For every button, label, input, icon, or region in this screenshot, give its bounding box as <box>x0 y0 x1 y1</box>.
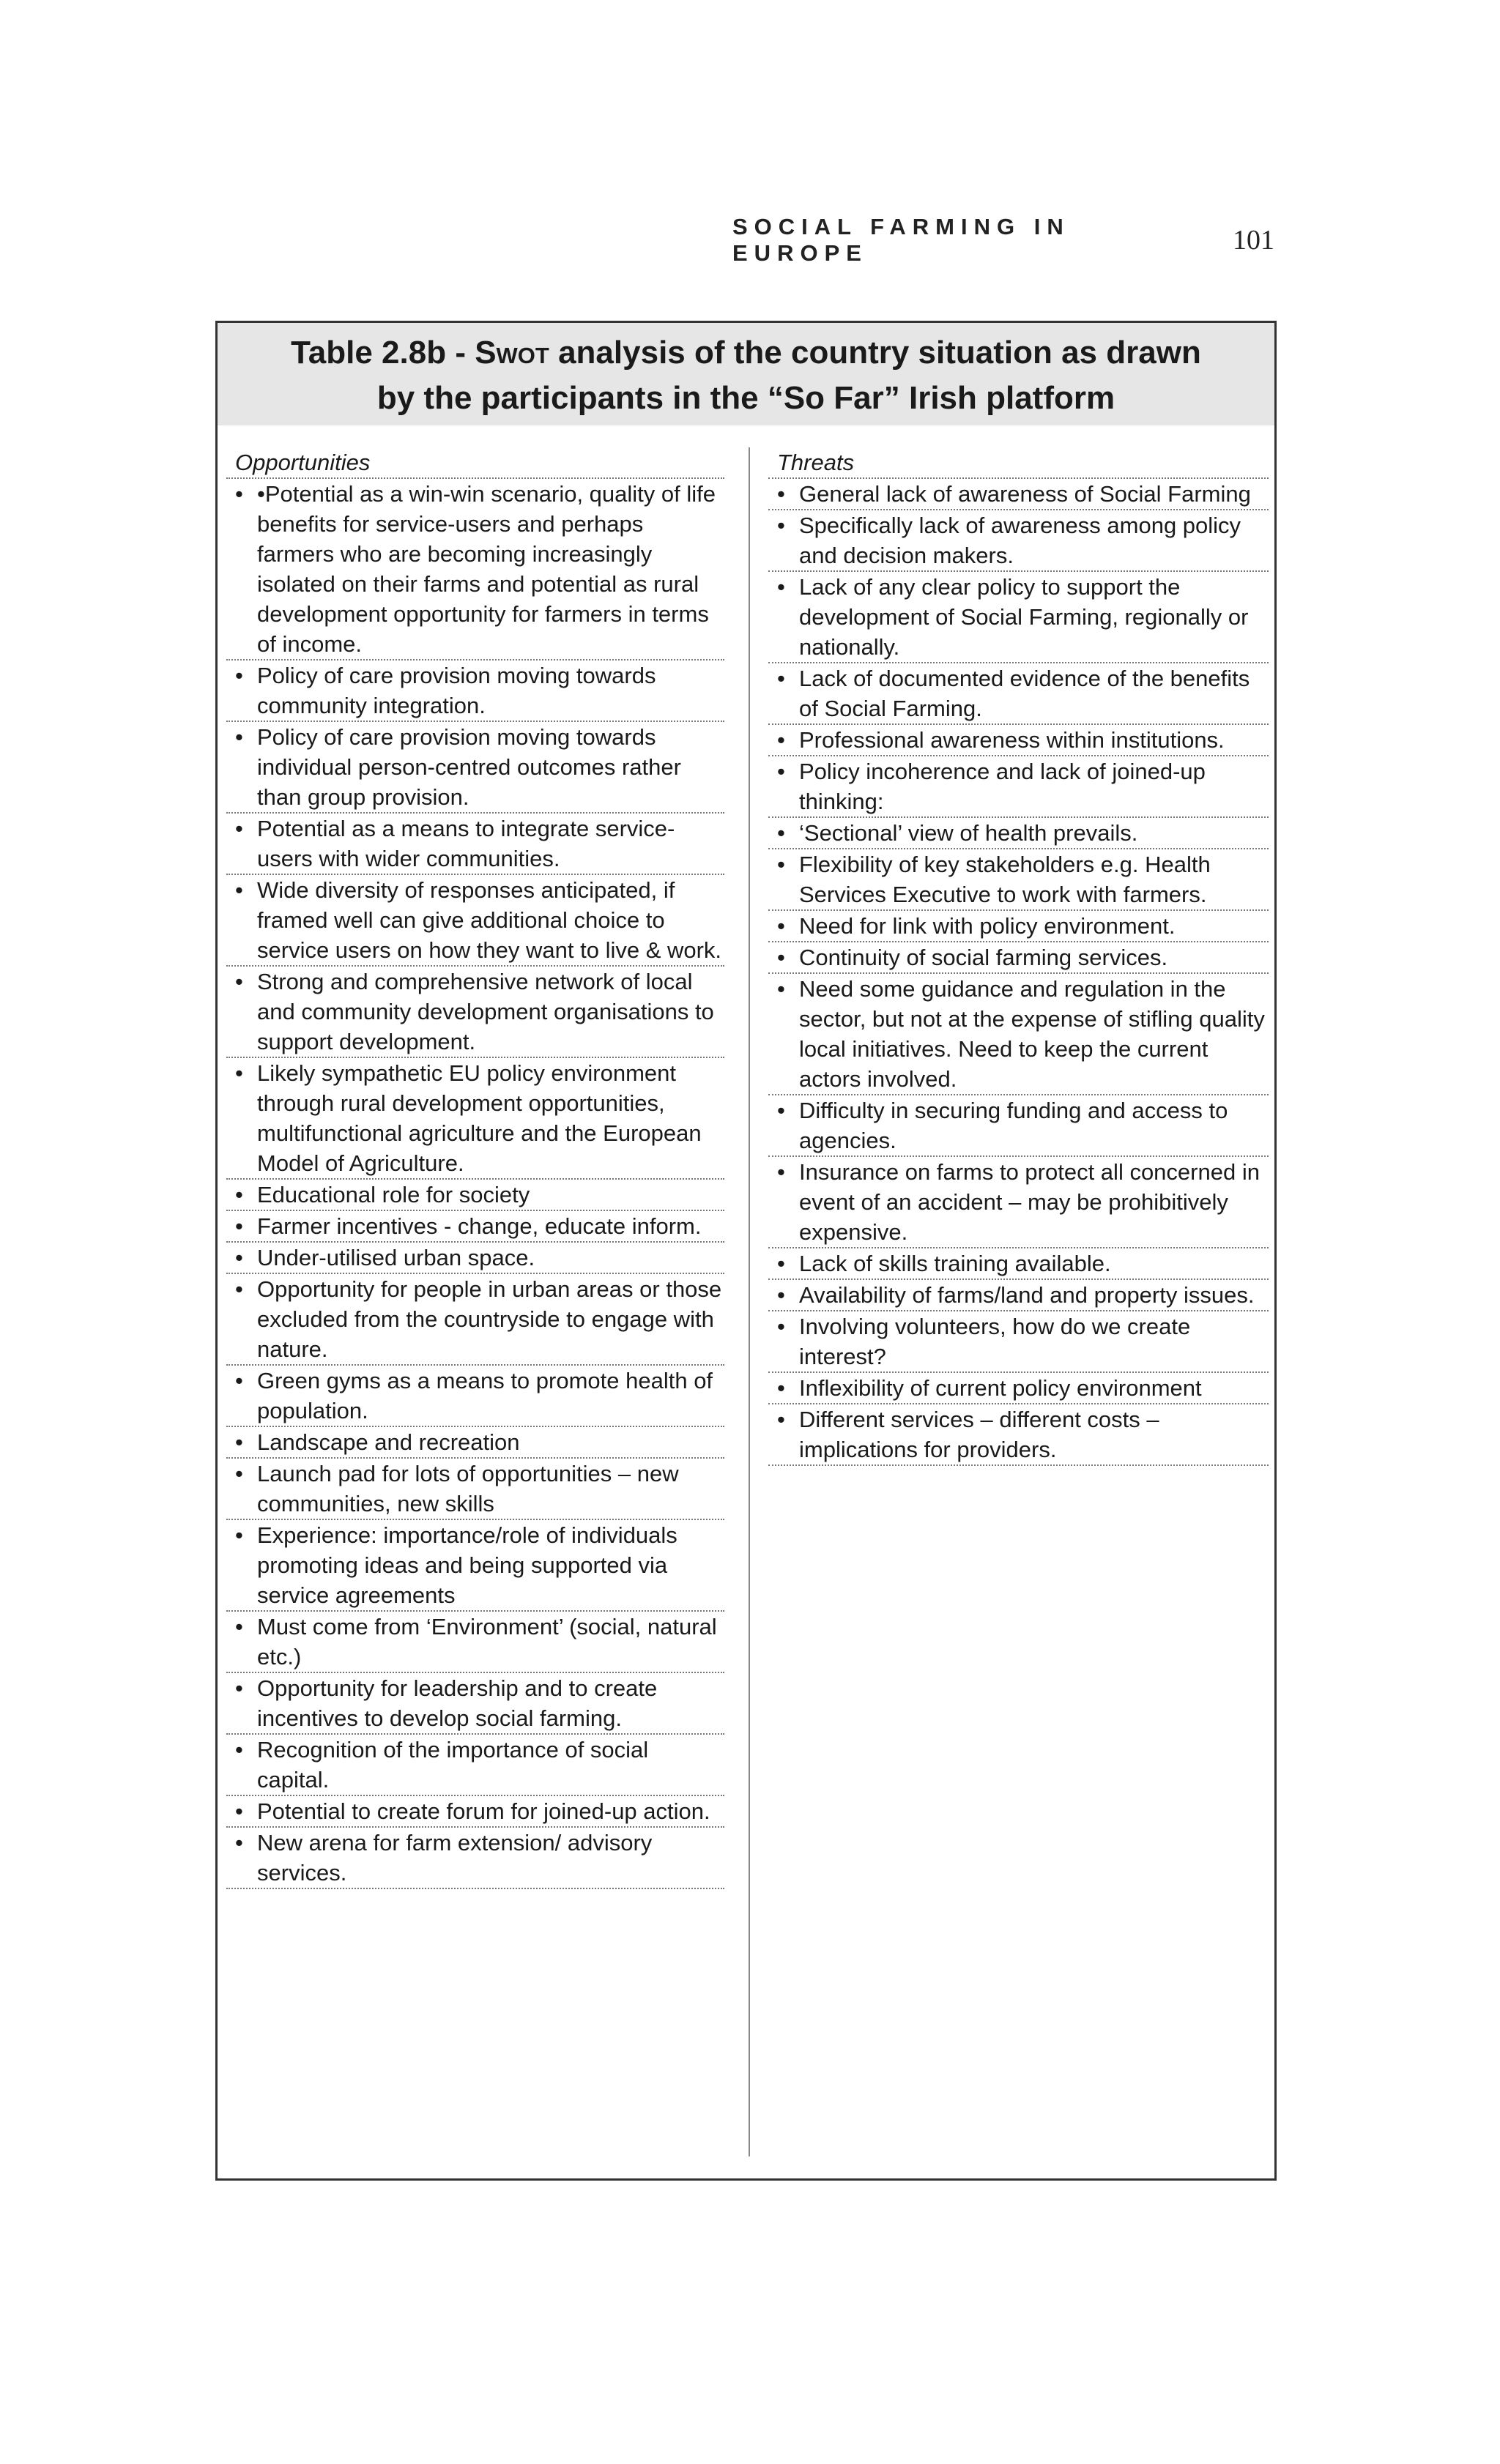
list-item-text: Recognition of the importance of social capital. <box>257 1737 649 1793</box>
bullet-icon: • <box>777 945 785 970</box>
bullet-icon: • <box>235 1368 243 1393</box>
bullet-icon: • <box>235 481 243 507</box>
opportunity-item <box>226 1796 724 1828</box>
bullet-icon: • <box>777 1375 785 1401</box>
bullet-icon: • <box>235 1245 243 1270</box>
list-item-text: Policy of care provision moving towards individual person-centred outcomes rather than group provision. <box>257 724 681 810</box>
bullet-icon: • <box>777 513 785 538</box>
bullet-icon: • <box>777 574 785 600</box>
threats-column <box>768 447 1269 1466</box>
bullet-icon: • <box>235 1737 243 1763</box>
list-item-text: Educational role for society <box>257 1182 530 1207</box>
bullet-icon: • <box>777 820 785 846</box>
opportunity-item <box>226 1366 724 1427</box>
bullet-icon: • <box>235 724 243 750</box>
list-item-text: Need some guidance and regulation in the sector, but not at the expense of stifling quality local initiatives. Need to keep the current actors involved. <box>799 976 1265 1092</box>
threat-item <box>768 510 1269 572</box>
list-item-text: Lack of skills training available. <box>799 1251 1111 1276</box>
bullet-icon: • <box>777 759 785 784</box>
opportunity-item <box>226 479 724 660</box>
threat-item <box>768 1404 1269 1466</box>
opportunity-item <box>226 875 724 967</box>
bullet-icon: • <box>777 481 785 507</box>
bullet-icon: • <box>777 976 785 1002</box>
list-item-text: Lack of documented evidence of the benefits of Social Farming. <box>799 666 1250 721</box>
opportunity-item <box>226 1274 724 1366</box>
threats-heading: Threats <box>768 447 1269 479</box>
list-item-text: Policy of care provision moving towards community integration. <box>257 663 656 718</box>
list-item-text: Strong and comprehensive network of local and community development organisations to support development. <box>257 969 714 1054</box>
opportunity-item <box>226 1180 724 1211</box>
bullet-icon: • <box>777 852 785 877</box>
opportunity-item <box>226 1735 724 1796</box>
bullet-icon: • <box>235 1522 243 1548</box>
opportunity-item <box>226 1673 724 1735</box>
list-item-text: Specifically lack of awareness among policy and decision makers. <box>799 513 1241 568</box>
opportunity-item <box>226 1459 724 1520</box>
list-item-text: New arena for farm extension/ advisory services. <box>257 1830 653 1886</box>
table-title <box>270 330 1222 421</box>
list-item-text: Wide diversity of responses anticipated, if framed well can give additional choice to service users on how they want to live & work. <box>257 877 722 963</box>
threat-item <box>768 849 1269 911</box>
opportunity-item <box>226 722 724 814</box>
opportunities-column <box>226 447 724 1889</box>
bullet-icon: • <box>235 663 243 688</box>
threat-item <box>768 1373 1269 1404</box>
list-item-text: Potential to create forum for joined-up action. <box>257 1798 710 1824</box>
list-item-text: General lack of awareness of Social Farming <box>799 481 1251 507</box>
list-item-text: Inflexibility of current policy environment <box>799 1375 1202 1401</box>
table-title-prefix: Table 2.8b - <box>291 335 475 371</box>
list-item-text: Farmer incentives - change, educate inform. <box>257 1213 702 1239</box>
list-item-text: Opportunity for people in urban areas or those excluded from the countryside to engage with nature. <box>257 1276 722 1362</box>
bullet-icon: • <box>777 1159 785 1185</box>
bullet-icon: • <box>235 1798 243 1824</box>
bullet-icon: • <box>235 877 243 903</box>
threats-list <box>768 479 1269 1466</box>
list-item-text: Must come from ‘Environment’ (social, natural etc.) <box>257 1614 717 1670</box>
bullet-icon: • <box>235 1182 243 1207</box>
opportunities-list <box>226 479 724 1889</box>
bullet-icon: • <box>235 1675 243 1701</box>
page-number: 101 <box>1233 225 1274 256</box>
list-item-text: Lack of any clear policy to support the development of Social Farming, regionally or nationally. <box>799 574 1249 660</box>
list-item-text: Continuity of social farming services. <box>799 945 1168 970</box>
opportunity-item <box>226 1828 724 1889</box>
table-columns <box>218 447 1274 2156</box>
list-item-text: Professional awareness within institutions. <box>799 727 1225 753</box>
threat-item <box>768 479 1269 510</box>
threat-item <box>768 942 1269 974</box>
bullet-icon: • <box>777 1314 785 1339</box>
list-item-text: ‘Sectional’ view of health prevails. <box>799 820 1138 846</box>
list-item-text: Likely sympathetic EU policy environment through rural development opportunities, multifunctional agriculture and the European Model of Agriculture. <box>257 1060 702 1176</box>
list-item-text: Involving volunteers, how do we create interest? <box>799 1314 1191 1369</box>
threat-item <box>768 1095 1269 1157</box>
opportunity-item <box>226 1520 724 1612</box>
list-item-text: Need for link with policy environment. <box>799 913 1176 939</box>
list-item-text: Under-utilised urban space. <box>257 1245 535 1270</box>
bullet-icon: • <box>235 816 243 841</box>
list-item-text: •Potential as a win-win scenario, quality of life benefits for service-users and perhaps farmers who are becoming increasingly isolated on their farms and potential as rural development opportunity for farmers in terms of income. <box>257 481 716 657</box>
bullet-icon: • <box>777 1251 785 1276</box>
column-divider <box>749 447 750 2156</box>
swot-table <box>215 321 1277 2181</box>
bullet-icon: • <box>235 1276 243 1302</box>
list-item-text: Landscape and recreation <box>257 1429 520 1455</box>
bullet-icon: • <box>777 727 785 753</box>
bullet-icon: • <box>777 666 785 691</box>
threat-item <box>768 974 1269 1095</box>
threat-item <box>768 572 1269 663</box>
opportunity-item <box>226 1211 724 1243</box>
list-item-text: Different services – different costs – implications for providers. <box>799 1407 1159 1462</box>
threat-item <box>768 911 1269 942</box>
bullet-icon: • <box>235 1614 243 1639</box>
list-item-text: Experience: importance/role of individuals promoting ideas and being supported via service agreements <box>257 1522 677 1608</box>
bullet-icon: • <box>235 1429 243 1455</box>
threat-item <box>768 725 1269 756</box>
threat-item <box>768 1248 1269 1280</box>
opportunity-item <box>226 660 724 722</box>
list-item-text: Availability of farms/land and property issues. <box>799 1282 1255 1308</box>
table-title-rest: analysis of the country situation as drawn by the participants in the “So Far” Irish platform <box>376 335 1201 416</box>
opportunity-item <box>226 1058 724 1180</box>
bullet-icon: • <box>235 1830 243 1856</box>
opportunity-item <box>226 1612 724 1673</box>
bullet-icon: • <box>777 1282 785 1308</box>
bullet-icon: • <box>235 1060 243 1086</box>
bullet-icon: • <box>777 1407 785 1432</box>
list-item-text: Opportunity for leadership and to create incentives to develop social farming. <box>257 1675 658 1731</box>
bullet-icon: • <box>235 969 243 994</box>
bullet-icon: • <box>777 913 785 939</box>
opportunity-item <box>226 1427 724 1459</box>
opportunity-item <box>226 1243 724 1274</box>
threat-item <box>768 756 1269 818</box>
list-item-text: Launch pad for lots of opportunities – new communities, new skills <box>257 1461 679 1516</box>
table-title-swot: Swot <box>475 335 549 371</box>
running-title: SOCIAL FARMING IN EUROPE <box>732 214 1070 266</box>
list-item-text: Green gyms as a means to promote health of population. <box>257 1368 713 1423</box>
threat-item <box>768 1280 1269 1311</box>
bullet-icon: • <box>235 1461 243 1486</box>
opportunities-heading: Opportunities <box>226 447 724 479</box>
table-header <box>218 323 1274 425</box>
list-item-text: Insurance on farms to protect all concerned in event of an accident – may be prohibitively expensive. <box>799 1159 1260 1245</box>
list-item-text: Policy incoherence and lack of joined-up thinking: <box>799 759 1206 814</box>
opportunity-item <box>226 967 724 1058</box>
running-head <box>732 214 1274 266</box>
threat-item <box>768 818 1269 849</box>
list-item-text: Difficulty in securing funding and access to agencies. <box>799 1098 1228 1153</box>
list-item-text: Flexibility of key stakeholders e.g. Health Services Executive to work with farmers. <box>799 852 1211 907</box>
opportunity-item <box>226 814 724 875</box>
bullet-icon: • <box>777 1098 785 1123</box>
threat-item <box>768 663 1269 725</box>
threat-item <box>768 1157 1269 1248</box>
list-item-text: Potential as a means to integrate service-users with wider communities. <box>257 816 675 871</box>
threat-item <box>768 1311 1269 1373</box>
bullet-icon: • <box>235 1213 243 1239</box>
